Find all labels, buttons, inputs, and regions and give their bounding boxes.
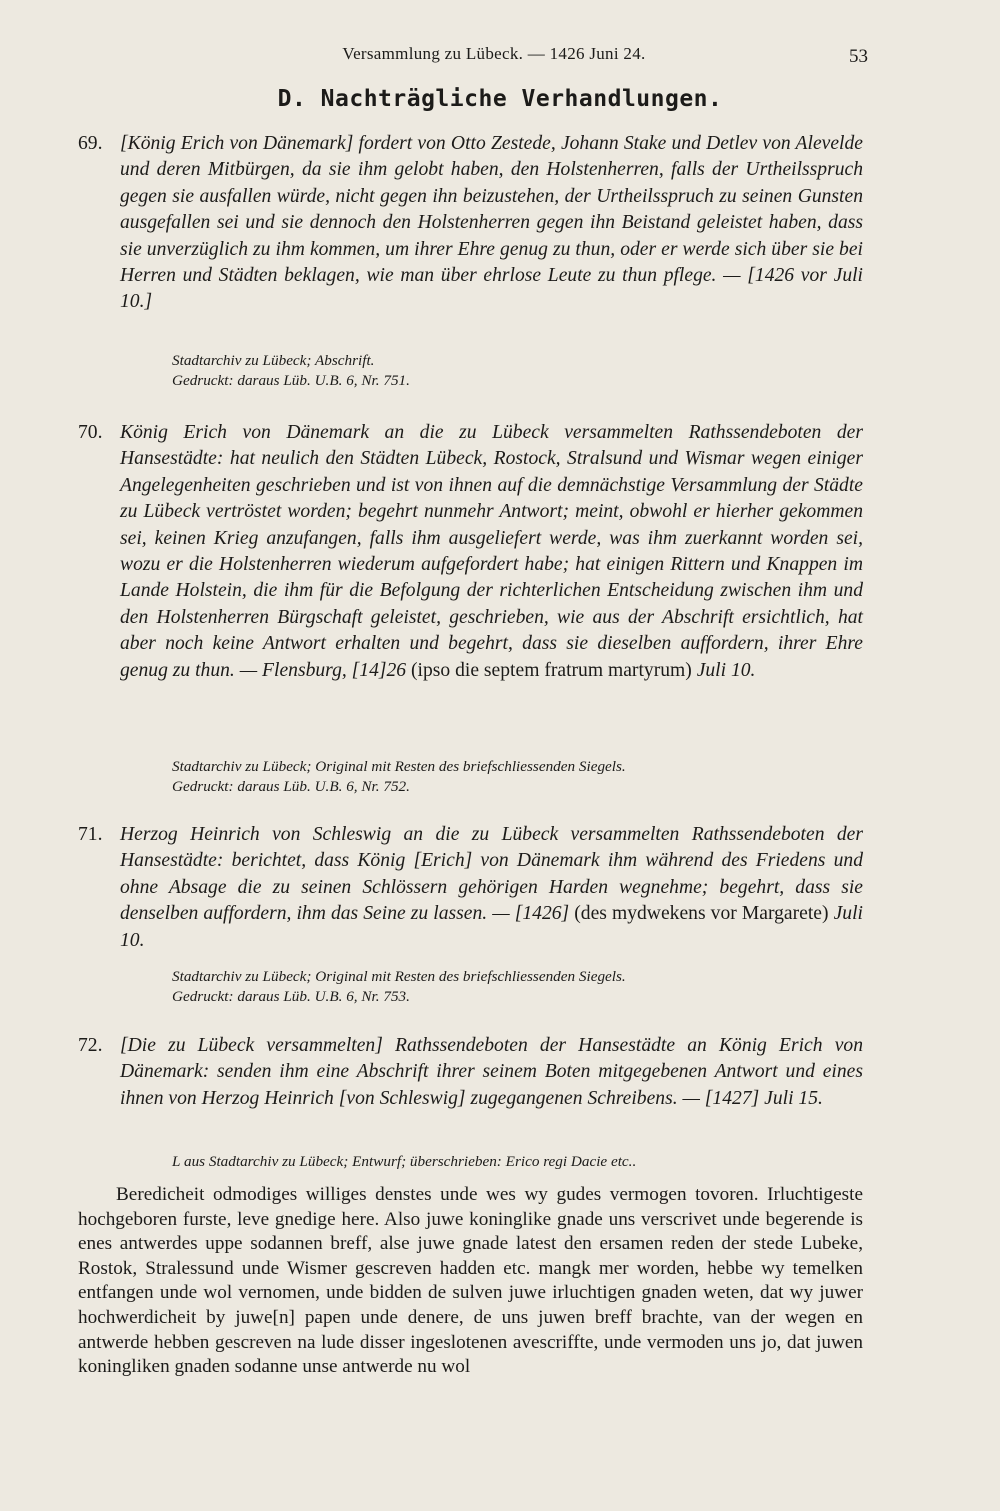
entry-number: 72. <box>78 1035 103 1056</box>
source-line: Stadtarchiv zu Lübeck; Original mit Resten des briefschliessenden Siegels. <box>172 758 626 775</box>
entry-70-sources <box>172 757 862 798</box>
entry-date-note: (ipso die septem fratrum martyrum) <box>411 659 692 681</box>
entry-summary: [Die zu Lübeck versammelten] Rathssendeboten der Hansestädte an König Erich von Dänemark: senden ihm eine Abschrift ihrer seinem Boten mitgegebenen Antwort und eines ihnen von Herzog Heinrich [von Schleswig] zugegangenen Schreibens. — [1427] Juli 15. <box>120 1035 863 1109</box>
entry-70 <box>78 420 863 684</box>
entry-71-sources <box>172 967 862 1008</box>
entry-date: Juli 10. <box>696 659 756 681</box>
entry-71 <box>78 822 863 954</box>
letter-body: Beredicheit odmodiges williges denstes unde wes wy gudes vermogen tovoren. Irluchtigeste hochgeboren furste, leve gnedige here. Also juwe koninglike gnade uns verscrivet unde begerende is enes antwerdes uppe sodannen breff, alse juwe gnade latest den ersamen reden der stede Lubeke, Rostok, Stralessund unde Wismer gescreven hadden etc. mangk mer worden, hebbe wy temelken entfangen unde wol vernomen, unde bidden de sulven juwe irluchtigen gnaden weten, dat wy juwer hochwerdicheit by juwe[n] papen unde denere, de uns juwen breff brachte, van der wegen en antwerde hebben gescreven na lude disser ingeslotenen avescriffte, unde vermoden uns jo, dat juwen koningliken gnaden sodanne unse antwerde nu wol <box>78 1184 863 1378</box>
source-line: Stadtarchiv zu Lübeck; Original mit Resten des briefschliessenden Siegels. <box>172 968 626 985</box>
entry-69 <box>78 131 863 316</box>
source-line: L aus Stadtarchiv zu Lübeck; Entwurf; überschrieben: Erico regi Dacie etc.. <box>172 1153 637 1170</box>
entry-summary: [König Erich von Dänemark] fordert von Otto Zestede, Johann Stake und Detlev von Alevelde und deren Mitbürgen, da sie ihm gelobt haben, den Holstenherren, falls der Urtheilsspruch gegen sie ausfallen würde, nicht gegen ihn beizustehen, der Urtheilsspruch zu seinen Gunsten ausgefallen sei und sie dennoch den Holstenherren gegen ihn Beistand geleistet haben, dass sie unverzüglich zu ihm kommen, um ihrer Ehre genug zu thun, oder er werde sich über sie bei Herren und Städten beklagen, wie man über ehrlose Leute zu thun pflege. — [1426 vor Juli 10.] <box>120 133 863 313</box>
entry-summary: Herzog Heinrich von Schleswig an die zu Lübeck versammelten Rathssendeboten der Hansestädte: berichtet, dass König [Erich] von Dänemark ihm während des Friedens und ohne Absage die zu seinen Schlössern gehörigen Harden wegnehme; begehrt, dass sie denselben auffordern, ihm das Seine zu lassen. — [1426] <box>120 824 863 925</box>
page-number: 53 <box>849 46 868 67</box>
source-line: Gedruckt: daraus Lüb. U.B. 6, Nr. 751. <box>172 372 410 390</box>
source-line: Gedruckt: daraus Lüb. U.B. 6, Nr. 752. <box>172 778 410 796</box>
entry-number: 70. <box>78 422 103 443</box>
entry-72 <box>78 1033 863 1112</box>
entry-date-note: (des mydwekens vor Margarete) <box>574 903 829 925</box>
entry-69-sources <box>172 351 862 392</box>
source-line: Stadtarchiv zu Lübeck; Abschrift. <box>172 352 375 369</box>
running-title: Versammlung zu Lübeck. — 1426 Juni 24. <box>342 44 646 63</box>
running-header <box>120 44 868 70</box>
entry-date: Juli 10. <box>120 903 863 951</box>
entry-number: 71. <box>78 824 103 845</box>
section-heading: D. Nachträgliche Verhandlungen. <box>277 86 723 112</box>
source-line: Gedruckt: daraus Lüb. U.B. 6, Nr. 753. <box>172 988 410 1006</box>
entry-summary: König Erich von Dänemark an die zu Lübeck versammelten Rathssendeboten der Hansestädte: hat neulich den Städten Lübeck, Rostock, Stralsund und Wismar wegen einiger Angelegenheiten geschrieben und ist von ihnen auf die demnächstige Versammlung der Städte zu Lübeck vertröstet worden; begehrt nunmehr Antwort; meint, obwohl er hierher gekommen sei, keinen Krieg anzufangen, falls ihm ausgeliefert werde, was ihm zuerkannt worden sei, wozu er die Holstenherren wiederum aufgefordert habe; hat einigen Rittern und Knappen im Lande Holstein, die ihm für die Befolgung der richterlichen Entscheidung zwischen ihm und den Holstenherren Bürgschaft geleistet, geschrieben, wie aus der Abschrift ersichtlich, hat aber noch keine Antwort erhalten und begehrt, dass sie dieselben auffordern, ihrer Ehre genug zu thun. — Flensburg, [14]26 <box>120 422 863 681</box>
entry-72-sources <box>172 1152 862 1172</box>
entry-number: 69. <box>78 133 103 154</box>
